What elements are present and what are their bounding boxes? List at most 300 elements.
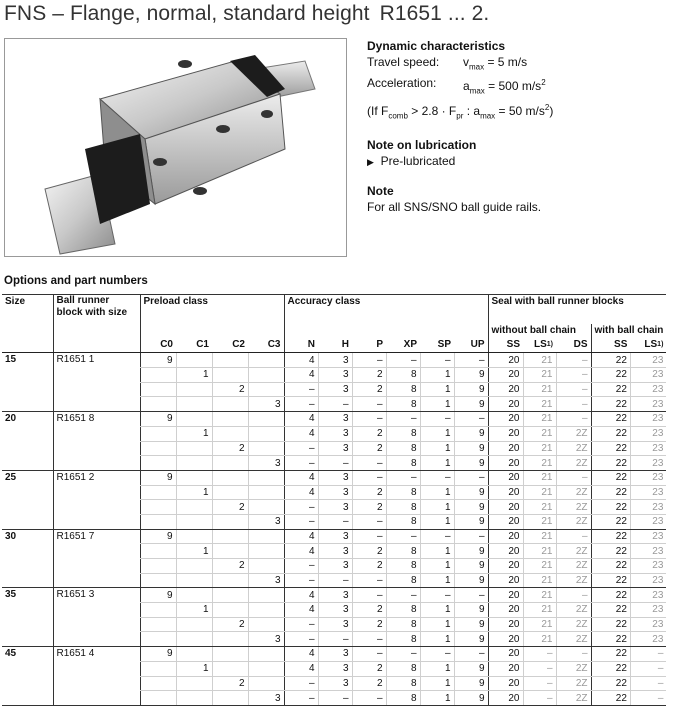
size-cell: 25 [2, 470, 53, 529]
cell-h: 3 [318, 412, 352, 427]
header-seal: Seal with ball runner blocks [488, 295, 666, 324]
col-header-c3-3: C3 [248, 338, 284, 353]
cell-p: 2 [352, 485, 386, 500]
cell-n: 4 [284, 661, 318, 676]
cell-ls: – [630, 676, 666, 691]
cell-xp: 8 [386, 368, 420, 383]
cell-c1 [176, 397, 212, 412]
cell-ls: 23 [630, 456, 666, 471]
cell-ls: 21 [523, 470, 556, 485]
cell-ls: 23 [630, 514, 666, 529]
cell-c2 [212, 661, 248, 676]
cell-ls: 23 [630, 426, 666, 441]
cell-ds: 2Z [556, 544, 591, 559]
cell-p: 2 [352, 661, 386, 676]
cell-ls: 21 [523, 529, 556, 544]
cell-up: 9 [454, 485, 488, 500]
cell-c3 [248, 617, 284, 632]
cell-xp: 8 [386, 382, 420, 397]
cell-c1 [176, 529, 212, 544]
cell-c1 [176, 559, 212, 574]
cell-c0: 9 [140, 412, 176, 427]
cell-ds: – [556, 470, 591, 485]
cell-xp: 8 [386, 397, 420, 412]
cell-sp: – [420, 412, 454, 427]
cell-up: 9 [454, 691, 488, 706]
cell-ls: – [523, 647, 556, 662]
options-table [2, 294, 666, 706]
cell-xp: 8 [386, 514, 420, 529]
cell-ls: 21 [523, 559, 556, 574]
cell-ss: 20 [488, 559, 523, 574]
cell-h: – [318, 456, 352, 471]
cell-n: – [284, 617, 318, 632]
cell-up: 9 [454, 676, 488, 691]
cell-h: 3 [318, 559, 352, 574]
cell-c1 [176, 617, 212, 632]
cell-h: – [318, 691, 352, 706]
cell-c3 [248, 603, 284, 618]
cell-ss: 22 [591, 353, 630, 368]
cell-ds: 2Z [556, 456, 591, 471]
cell-p: 2 [352, 676, 386, 691]
cell-p: – [352, 529, 386, 544]
cell-n: – [284, 500, 318, 515]
options-title: Options and part numbers [4, 275, 148, 287]
cell-n: 4 [284, 588, 318, 603]
table-row [2, 647, 666, 662]
cell-xp: 8 [386, 603, 420, 618]
cell-ds: 2Z [556, 514, 591, 529]
cell-up: – [454, 353, 488, 368]
cell-c1: 1 [176, 426, 212, 441]
cell-c2 [212, 647, 248, 662]
cell-sp: 1 [420, 514, 454, 529]
cell-ds: 2Z [556, 426, 591, 441]
cell-p: – [352, 456, 386, 471]
cell-n: – [284, 514, 318, 529]
note-text: For all SNS/SNO ball guide rails. [367, 200, 542, 215]
cell-ls: 23 [630, 632, 666, 647]
cell-up: 9 [454, 382, 488, 397]
size-cell: 45 [2, 647, 53, 706]
cell-n: – [284, 573, 318, 588]
cell-ss: 22 [591, 456, 630, 471]
cell-c0 [140, 500, 176, 515]
cell-c2 [212, 588, 248, 603]
cell-ls: 21 [523, 632, 556, 647]
cell-h: 3 [318, 676, 352, 691]
cell-ds: – [556, 412, 591, 427]
table-row [2, 588, 666, 603]
cell-p: – [352, 397, 386, 412]
cell-h: 3 [318, 647, 352, 662]
cell-ss: 22 [591, 426, 630, 441]
cell-ls: – [630, 691, 666, 706]
cell-p: – [352, 632, 386, 647]
cell-n: 4 [284, 368, 318, 383]
cell-c1 [176, 573, 212, 588]
cell-h: 3 [318, 353, 352, 368]
cell-xp: – [386, 470, 420, 485]
cell-p: – [352, 514, 386, 529]
cell-ss: 20 [488, 397, 523, 412]
cell-xp: 8 [386, 661, 420, 676]
cell-c3 [248, 353, 284, 368]
cell-ss: 22 [591, 382, 630, 397]
cell-c1 [176, 691, 212, 706]
part-number-cell: R1651 3 [53, 588, 140, 647]
accel-label: Acceleration: [367, 76, 437, 91]
header-size: Size [2, 295, 53, 353]
cell-ls: 21 [523, 603, 556, 618]
cell-ds: – [556, 353, 591, 368]
cell-p: 2 [352, 368, 386, 383]
cell-ls: 21 [523, 588, 556, 603]
cell-c0 [140, 573, 176, 588]
col-header-ds-12: DS [556, 338, 591, 353]
cell-c1 [176, 647, 212, 662]
cell-h: – [318, 632, 352, 647]
cell-sp: 1 [420, 397, 454, 412]
cell-c0 [140, 632, 176, 647]
cell-ss: 20 [488, 368, 523, 383]
cell-ls: 21 [523, 397, 556, 412]
cell-c2 [212, 485, 248, 500]
cell-ls: 23 [630, 470, 666, 485]
cell-xp: 8 [386, 500, 420, 515]
cell-sp: 1 [420, 485, 454, 500]
cell-ls: 23 [630, 529, 666, 544]
cell-ls: 21 [523, 514, 556, 529]
cell-ds: 2Z [556, 661, 591, 676]
cell-up: 9 [454, 426, 488, 441]
cell-ss: 20 [488, 470, 523, 485]
table-row [2, 470, 666, 485]
cell-sp: 1 [420, 603, 454, 618]
cell-ss: 22 [591, 470, 630, 485]
cell-p: – [352, 470, 386, 485]
cell-c0 [140, 661, 176, 676]
cell-c2 [212, 412, 248, 427]
cell-up: 9 [454, 661, 488, 676]
cell-c3: 3 [248, 691, 284, 706]
cell-up: 9 [454, 603, 488, 618]
table-row [2, 529, 666, 544]
cell-c2 [212, 368, 248, 383]
header-accuracy: Accuracy class [284, 295, 488, 339]
cell-ss: 22 [591, 661, 630, 676]
cell-ls: 23 [630, 559, 666, 574]
title-text: FNS – Flange, normal, standard height [4, 2, 370, 25]
cell-ls: 21 [523, 368, 556, 383]
cell-p: 2 [352, 382, 386, 397]
cell-c2 [212, 456, 248, 471]
part-number-cell: R1651 2 [53, 470, 140, 529]
cell-c0 [140, 559, 176, 574]
cell-n: 4 [284, 470, 318, 485]
cell-c3 [248, 588, 284, 603]
cell-p: – [352, 412, 386, 427]
cell-ss: 22 [591, 632, 630, 647]
cell-c3 [248, 529, 284, 544]
cell-ss: 20 [488, 412, 523, 427]
cell-sp: 1 [420, 426, 454, 441]
cell-xp: 8 [386, 485, 420, 500]
page-title [4, 2, 489, 26]
cell-c0 [140, 397, 176, 412]
cell-ds: 2Z [556, 500, 591, 515]
cell-h: 3 [318, 588, 352, 603]
cell-up: 9 [454, 632, 488, 647]
col-header-c2-2: C2 [212, 338, 248, 353]
cell-ls: 21 [523, 353, 556, 368]
cell-ls: 23 [630, 500, 666, 515]
cell-n: 4 [284, 647, 318, 662]
cell-ss: 22 [591, 441, 630, 456]
part-number-cell: R1651 8 [53, 412, 140, 471]
col-header-c1-1: C1 [176, 338, 212, 353]
cell-ss: 22 [591, 588, 630, 603]
cell-xp: – [386, 353, 420, 368]
cell-sp: 1 [420, 573, 454, 588]
cell-ls: 21 [523, 382, 556, 397]
cell-xp: 8 [386, 573, 420, 588]
cell-ls: 23 [630, 397, 666, 412]
cell-ds: – [556, 647, 591, 662]
cell-h: 3 [318, 661, 352, 676]
col-header-ss-13: SS [591, 338, 630, 353]
travel-label: Travel speed: [367, 55, 440, 69]
cell-ss: 20 [488, 691, 523, 706]
accel-value: $a_{max} = 500$ $m/s^2$ [463, 78, 546, 96]
cell-c0 [140, 485, 176, 500]
cell-c3 [248, 661, 284, 676]
col-header-c0-0: C0 [140, 338, 176, 353]
cell-ds: – [556, 529, 591, 544]
cell-h: 3 [318, 485, 352, 500]
header-without-chain: without ball chain [488, 324, 591, 339]
cell-n: – [284, 397, 318, 412]
col-header-p-6: P [352, 338, 386, 353]
cell-ls: 23 [630, 353, 666, 368]
cell-ss: 20 [488, 544, 523, 559]
cell-ds: – [556, 397, 591, 412]
cell-c0 [140, 426, 176, 441]
cell-up: 9 [454, 573, 488, 588]
cell-c3: 3 [248, 514, 284, 529]
cell-ls: 23 [630, 617, 666, 632]
cell-c2: 2 [212, 441, 248, 456]
cell-c1 [176, 500, 212, 515]
cell-up: 9 [454, 514, 488, 529]
cell-ss: 22 [591, 559, 630, 574]
cell-p: – [352, 691, 386, 706]
cell-c0 [140, 617, 176, 632]
cell-ds: 2Z [556, 573, 591, 588]
col-header-up-9: UP [454, 338, 488, 353]
cell-n: 4 [284, 412, 318, 427]
size-cell: 15 [2, 353, 53, 412]
cell-ss: 22 [591, 397, 630, 412]
cell-c1 [176, 353, 212, 368]
cell-c3 [248, 485, 284, 500]
cell-up: 9 [454, 617, 488, 632]
col-header-n-4: N [284, 338, 318, 353]
cell-ls: 23 [630, 441, 666, 456]
cell-ls: 21 [523, 441, 556, 456]
cell-c0: 9 [140, 588, 176, 603]
cell-ds: 2Z [556, 632, 591, 647]
cell-ls: 21 [523, 544, 556, 559]
cell-ls: 21 [523, 485, 556, 500]
cell-h: 3 [318, 529, 352, 544]
cell-up: 9 [454, 544, 488, 559]
cell-c3 [248, 544, 284, 559]
cell-ss: 22 [591, 544, 630, 559]
cell-ss: 20 [488, 353, 523, 368]
cell-h: 3 [318, 426, 352, 441]
cell-c0: 9 [140, 529, 176, 544]
part-number-cell: R1651 7 [53, 529, 140, 588]
cell-c2 [212, 573, 248, 588]
table-row [2, 412, 666, 427]
cell-n: – [284, 456, 318, 471]
col-header-ls-11: LS$^{1)}$ [523, 338, 556, 353]
header-preload: Preload class [140, 295, 284, 339]
cell-ss: 20 [488, 500, 523, 515]
cell-sp: – [420, 529, 454, 544]
cell-up: 9 [454, 441, 488, 456]
cell-c3 [248, 412, 284, 427]
cell-ls: 21 [523, 500, 556, 515]
cell-p: – [352, 588, 386, 603]
cell-ls: 21 [523, 573, 556, 588]
cell-up: 9 [454, 456, 488, 471]
cell-n: – [284, 382, 318, 397]
cell-c2: 2 [212, 500, 248, 515]
cell-xp: 8 [386, 559, 420, 574]
cell-sp: 1 [420, 500, 454, 515]
cell-n: 4 [284, 426, 318, 441]
cell-xp: – [386, 529, 420, 544]
cell-c0: 9 [140, 647, 176, 662]
cell-n: – [284, 691, 318, 706]
size-cell: 20 [2, 412, 53, 471]
cell-ss: 20 [488, 588, 523, 603]
cell-c3 [248, 559, 284, 574]
cell-c1 [176, 382, 212, 397]
cell-c1: 1 [176, 603, 212, 618]
lubrication-heading: Note on lubrication [367, 138, 477, 153]
cell-ls: – [523, 661, 556, 676]
cell-p: – [352, 353, 386, 368]
cell-ss: 20 [488, 514, 523, 529]
cell-up: – [454, 412, 488, 427]
cell-ss: 20 [488, 441, 523, 456]
cell-ls: 21 [523, 426, 556, 441]
cell-c0 [140, 514, 176, 529]
cell-c1: 1 [176, 661, 212, 676]
acceleration-row [367, 75, 682, 99]
cell-c1: 1 [176, 544, 212, 559]
cell-c1 [176, 588, 212, 603]
table-row [2, 353, 666, 368]
cell-ss: 22 [591, 368, 630, 383]
cell-c3 [248, 368, 284, 383]
cell-ls: 21 [523, 617, 556, 632]
cell-c3: 3 [248, 456, 284, 471]
cell-c2: 2 [212, 676, 248, 691]
cell-sp: 1 [420, 691, 454, 706]
runner-block-illustration [5, 39, 346, 256]
cell-h: – [318, 573, 352, 588]
cell-c1 [176, 470, 212, 485]
cell-p: 2 [352, 603, 386, 618]
cell-ss: 20 [488, 647, 523, 662]
cell-xp: 8 [386, 426, 420, 441]
travel-speed-row [367, 54, 682, 75]
part-number-cell: R1651 4 [53, 647, 140, 706]
cell-ss: 22 [591, 514, 630, 529]
cell-c0 [140, 441, 176, 456]
cell-p: – [352, 647, 386, 662]
cell-ls: 23 [630, 485, 666, 500]
col-header-h-5: H [318, 338, 352, 353]
cell-sp: 1 [420, 456, 454, 471]
cell-xp: 8 [386, 456, 420, 471]
cell-ss: 22 [591, 485, 630, 500]
cell-h: 3 [318, 382, 352, 397]
cell-up: 9 [454, 559, 488, 574]
size-cell: 30 [2, 529, 53, 588]
cell-c0 [140, 368, 176, 383]
cell-c0 [140, 603, 176, 618]
cell-h: 3 [318, 368, 352, 383]
cell-ss: 20 [488, 485, 523, 500]
cell-xp: 8 [386, 441, 420, 456]
col-header-xp-7: XP [386, 338, 420, 353]
cell-c2: 2 [212, 617, 248, 632]
cell-ss: 22 [591, 573, 630, 588]
cell-up: 9 [454, 397, 488, 412]
cell-h: 3 [318, 544, 352, 559]
cell-ls: 23 [630, 382, 666, 397]
cell-n: 4 [284, 603, 318, 618]
cell-c2 [212, 470, 248, 485]
cell-ss: 20 [488, 573, 523, 588]
cell-c2 [212, 529, 248, 544]
cell-ds: 2Z [556, 603, 591, 618]
cell-xp: – [386, 588, 420, 603]
cell-sp: 1 [420, 559, 454, 574]
cell-c3 [248, 676, 284, 691]
cell-xp: – [386, 412, 420, 427]
cell-ls: – [523, 691, 556, 706]
cell-c0 [140, 544, 176, 559]
cell-h: 3 [318, 500, 352, 515]
cell-xp: – [386, 647, 420, 662]
cell-ss: 22 [591, 529, 630, 544]
cell-c3: 3 [248, 632, 284, 647]
cell-c2 [212, 691, 248, 706]
cell-sp: – [420, 353, 454, 368]
cell-c0: 9 [140, 470, 176, 485]
cell-up: 9 [454, 368, 488, 383]
part-prefix: R1651 ... 2. [379, 2, 490, 25]
cell-up: – [454, 529, 488, 544]
cell-h: – [318, 397, 352, 412]
